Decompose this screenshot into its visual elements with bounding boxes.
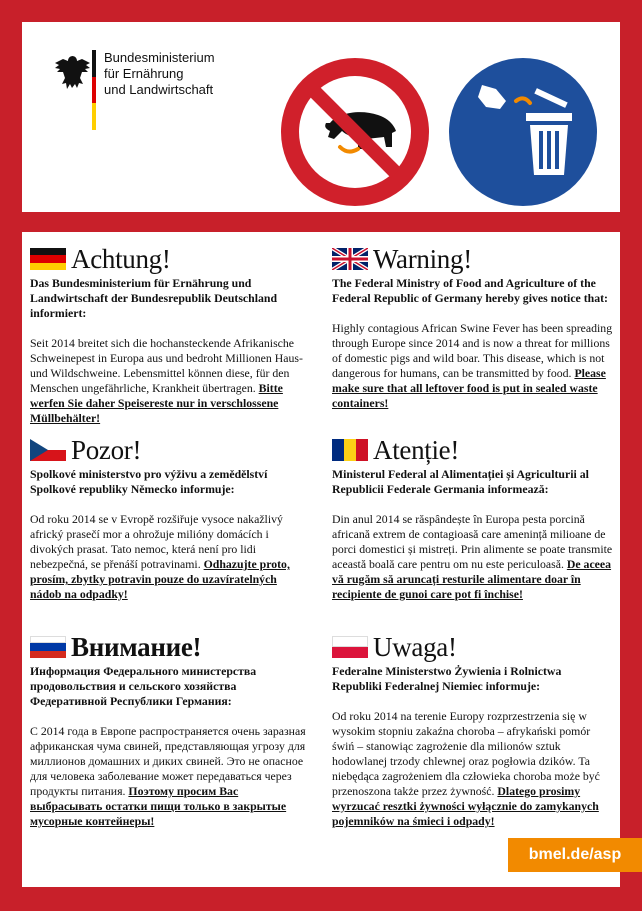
section-body: С 2014 года в Европе распространяется очень заразная африканская чума свиней, представляющая угрозу для миллионов домашних и диких свиней. Это не опасное для человека заболевание может передаваться через продукты питания. Поэтому просим Вас выбрасывать остатки пищи только в закрытые мусорные контейнеры! xyxy=(30,724,306,828)
section-call-to-action: Bitte werfen Sie daher Speisereste nur in verschlossene Müllbehälter! xyxy=(30,381,283,425)
russian-flag-icon xyxy=(30,636,66,658)
section-call-to-action: Поэтому просим Вас выбрасывать остатки пищи только в закрытые мусорные контейнеры! xyxy=(30,784,287,828)
dispose-in-bin-sign-icon xyxy=(446,55,600,209)
section-title: Uwaga! xyxy=(373,631,457,662)
section-title: Atenție! xyxy=(373,434,460,465)
section-intro: Spolkové ministerstvo pro výživu a zemědělství Spolkové republiky Německo informuje: xyxy=(30,467,268,496)
no-feeding-wild-boar-sign-icon xyxy=(278,55,432,209)
german-flag-stripe xyxy=(92,50,96,130)
website-url-link[interactable]: bmel.de/asp xyxy=(508,838,642,872)
section-intro: The Federal Ministry of Food and Agriculture of the Federal Republic of Germany hereby gives notice that: xyxy=(332,276,608,305)
section-call-to-action: Please make sure that all leftover food is put in sealed waste containers! xyxy=(332,366,606,410)
section-english xyxy=(332,244,614,411)
section-czech xyxy=(30,435,310,602)
section-body: Highly contagious African Swine Fever has been spreading through Europe since 2014 and is now a threat for millions of domestic pigs and wild boar. This disease, which is not dangerous for humans, can be transmitted by food. Please make sure that all leftover food is put in sealed waste containers! xyxy=(332,321,613,410)
section-body: Od roku 2014 na terenie Europy rozprzestrzenia się w wysokim stopniu zakaźna choroba – afrykański pomór świń – stanowiąc zagrożenie dla milionów sztuk hodowlanej trzody chlewnej oraz pogłowia dzików. Ta niebędąca zagrożeniem dla człowieka choroba może być przenoszona także przez żywność. Dlatego prosimy wyrzucać resztki żywności wyłącznie do zamykanych pojemników na śmieci i odpady! xyxy=(332,709,600,828)
german-flag-icon xyxy=(30,248,66,270)
section-title: Achtung! xyxy=(71,243,171,274)
section-body: Od roku 2014 se v Evropě rozšiřuje vysoce nakažlivý africký prasečí mor a ohrožuje milióny domácích i divokých prasat. Tato nemoc, která není pro lidi nebezpečná, se přenáší potravinami. Odhazujte proto, prosím, zbytky potravin pouze do uzavíratelných nádob na odpadky! xyxy=(30,512,290,601)
section-romanian xyxy=(332,435,614,602)
section-call-to-action: Dlatego prosimy wyrzucać resztki żywności wyłącznie do zamykanych pojemników na śmieci i odpady! xyxy=(332,784,599,828)
section-intro: Информация Федерального министерства продовольствия и сельского хозяйства Федеративной Республики Германия: xyxy=(30,664,257,708)
federal-eagle-icon xyxy=(52,52,92,96)
section-intro: Das Bundesministerium für Ernährung und Landwirtschaft der Bundesrepublik Deutschland informiert: xyxy=(30,276,278,320)
header-panel xyxy=(22,22,620,212)
section-title: Внимание! xyxy=(71,631,202,662)
section-german xyxy=(30,244,310,426)
section-title: Pozor! xyxy=(71,434,142,465)
content-panel xyxy=(22,232,620,887)
section-russian xyxy=(30,632,310,829)
section-body: Din anul 2014 se răspândește în Europa pesta porcină africană extrem de contagioasă care amenință milioane de porci domestici și mistreți. Prin alimente se poate transmite această boală care pentru om nu este periculoasă. De aceea vă rugăm să aruncați resturile alimentare doar în recipiente de gunoi care pot fi închise! xyxy=(332,512,613,601)
ministry-logo-text: Bundesministerium für Ernährung und Landwirtschaft xyxy=(104,50,215,97)
romanian-flag-icon xyxy=(332,439,368,461)
section-intro: Ministerul Federal al Alimentației și Agriculturii al Republicii Federale Germania informează: xyxy=(332,467,589,496)
section-intro: Federalne Ministerstwo Żywienia i Rolnictwa Republiki Federalnej Niemiec informuje: xyxy=(332,664,562,693)
section-call-to-action: De aceea vă rugăm să aruncați resturile alimentare doar în recipiente de gunoi care pot fi închise! xyxy=(332,557,612,601)
section-body: Seit 2014 breitet sich die hochansteckende Afrikanische Schweinepest in Europa aus und bedroht Millionen Haus- und Wildschweine. Lebensmittel können diese, für den Menschen ungefährliche, Krankheit übertragen. Bitte werfen Sie daher Speisereste nur in verschlossene Müllbehälter! xyxy=(30,336,303,425)
czech-flag-icon xyxy=(30,439,66,461)
section-polish xyxy=(332,632,614,829)
polish-flag-icon xyxy=(332,636,368,658)
section-title: Warning! xyxy=(373,243,472,274)
uk-flag-icon xyxy=(332,248,368,270)
section-call-to-action: Odhazujte proto, prosím, zbytky potravin pouze do uzavíratelných nádob na odpadky! xyxy=(30,557,290,601)
